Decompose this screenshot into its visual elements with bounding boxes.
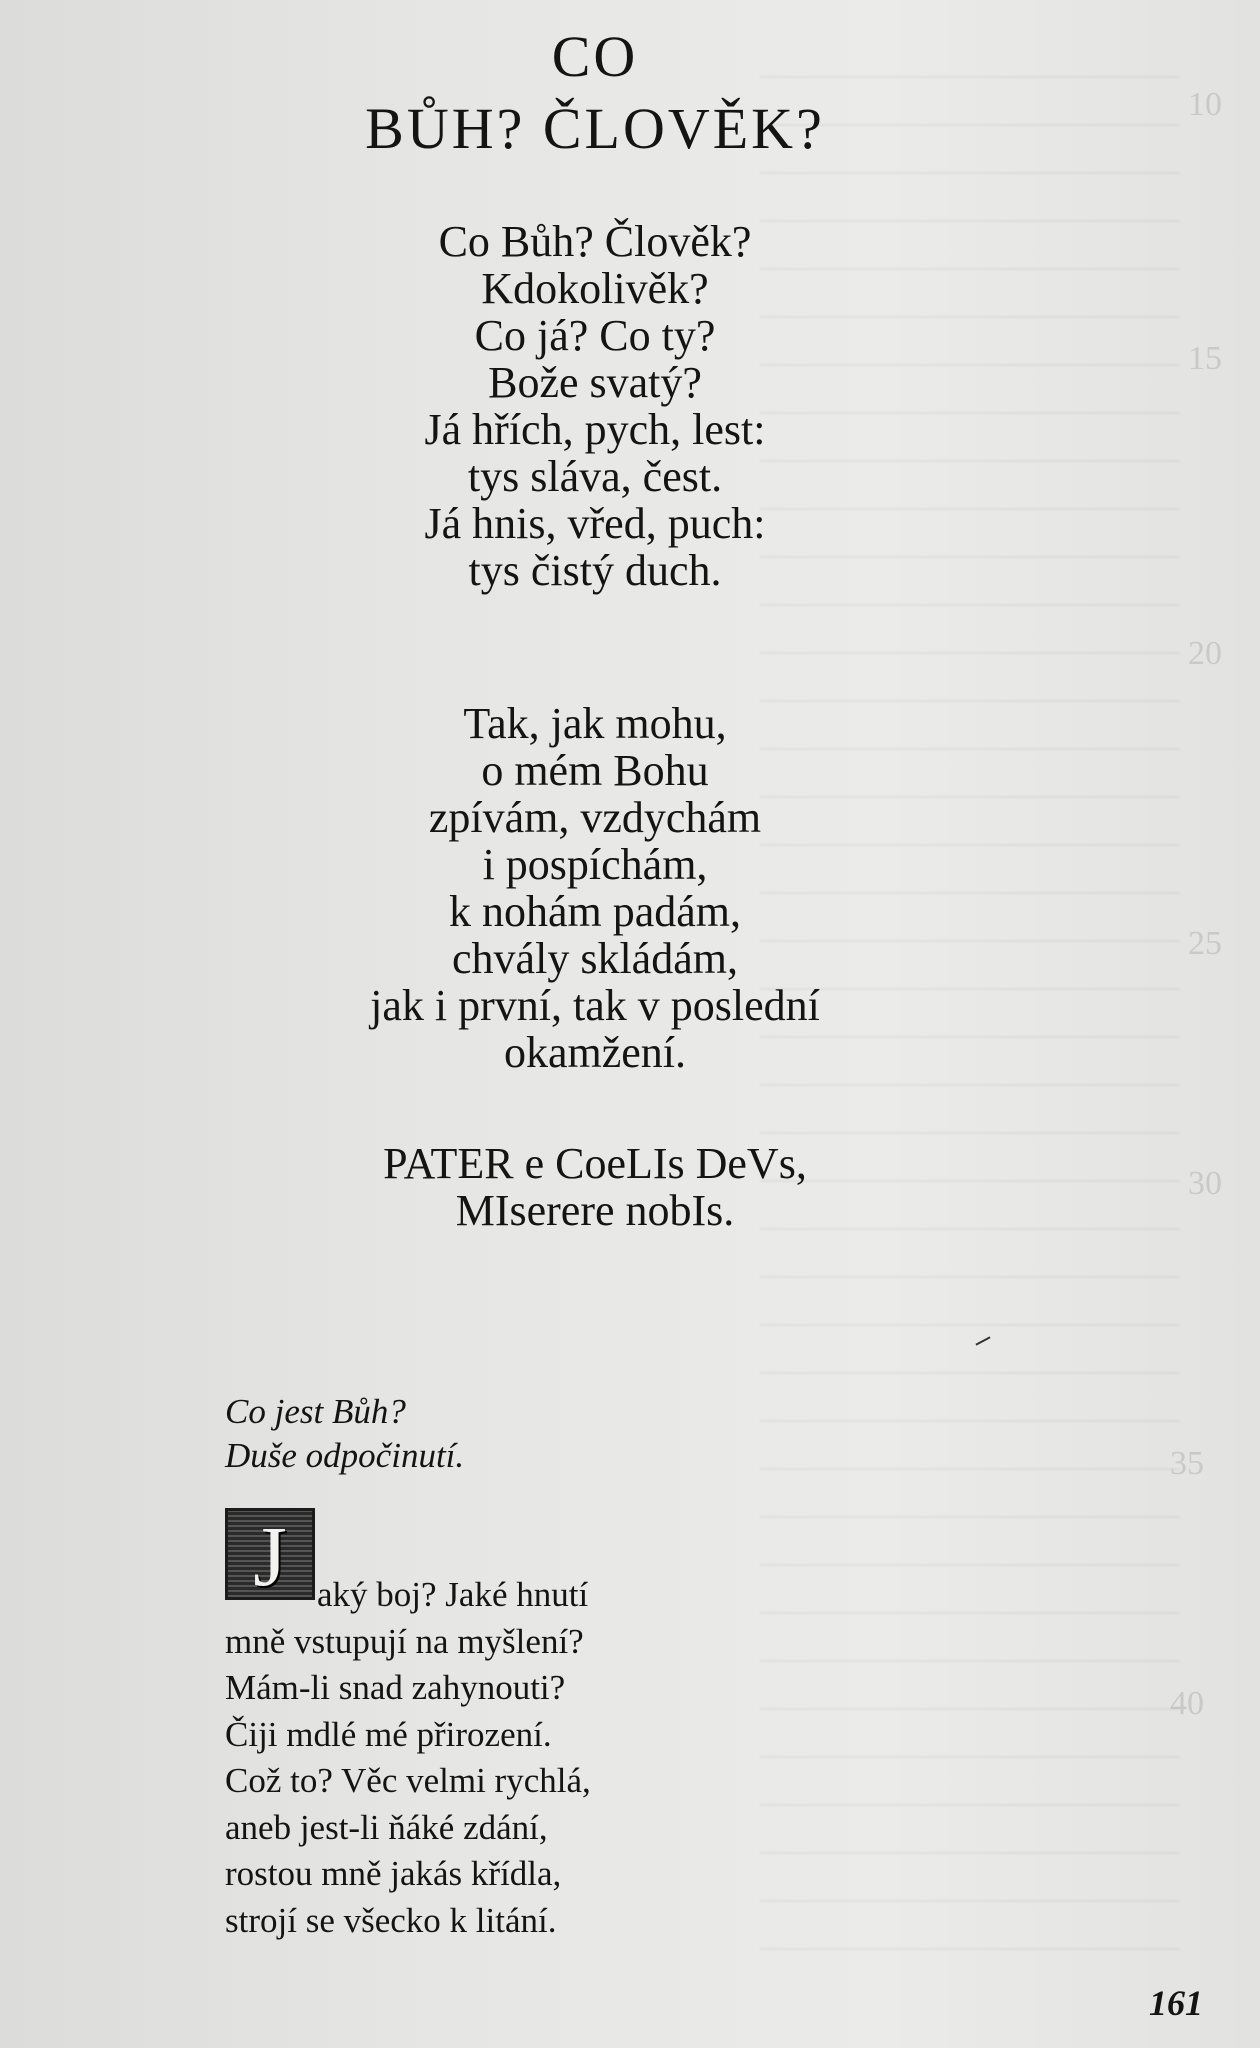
ghost-line-number: 20 bbox=[1188, 635, 1222, 672]
poem-title-line-2: BŮH? ČLOVĚK? bbox=[365, 96, 825, 161]
verse-line: Kdokolivěk? bbox=[481, 264, 709, 313]
ghost-line-number: 30 bbox=[1188, 1165, 1222, 1202]
verse-line: Což to? Věc velmi rychlá, bbox=[225, 1761, 591, 1800]
ghost-line-number: 25 bbox=[1188, 925, 1222, 962]
stanza-1 bbox=[0, 218, 1190, 594]
ghost-line-number: 40 bbox=[1170, 1685, 1204, 1722]
stanza-3-chronogram bbox=[0, 1140, 1190, 1234]
verse-line: Mám-li snad zahynouti? bbox=[225, 1668, 566, 1707]
ghost-line-number: 10 bbox=[1188, 86, 1222, 123]
verse-line: mně vstupují na myšlení? bbox=[225, 1621, 584, 1661]
verse-line: Tak, jak mohu, bbox=[463, 699, 727, 748]
verse-line: rostou mně jakás křídla, bbox=[225, 1854, 562, 1893]
verse-line: okamžení. bbox=[503, 1028, 687, 1077]
verse-line: strojí se všecko k litání. bbox=[225, 1900, 557, 1940]
verse-line: aký boj? Jaké hnutí bbox=[317, 1575, 589, 1614]
page-number: 161 bbox=[1149, 1983, 1203, 2023]
ghost-line-number: 15 bbox=[1188, 340, 1222, 377]
epigraph-line: Co jest Bůh? bbox=[225, 1392, 406, 1431]
epigraph bbox=[225, 1390, 464, 1478]
verse-line: PATER e CoeLIs DeVs, bbox=[383, 1139, 807, 1188]
verse-line: Já hnis, vřed, puch: bbox=[424, 499, 766, 548]
verse-line: i pospíchám, bbox=[482, 840, 708, 889]
ghost-line-number: 35 bbox=[1170, 1445, 1204, 1482]
verse-line: Co já? Co ty? bbox=[474, 311, 716, 360]
verse-line: Já hřích, pych, lest: bbox=[424, 405, 766, 454]
verse-line: chvály skládám, bbox=[452, 934, 738, 983]
epigraph-line: Duše odpočinutí. bbox=[225, 1436, 465, 1475]
poem-title-line-1: CO bbox=[551, 24, 639, 89]
verse-line: zpívám, vzdychám bbox=[428, 793, 762, 842]
verse-line: tys sláva, čest. bbox=[467, 452, 723, 501]
verse-line: k nohám padám, bbox=[448, 887, 742, 936]
verse-line: Bože svatý? bbox=[488, 358, 702, 407]
verse-line: o mém Bohu bbox=[481, 746, 709, 795]
stanza-2 bbox=[0, 700, 1190, 1076]
verse-line: jak i první, tak v poslední bbox=[370, 981, 820, 1030]
verse-line: aneb jest-li ňáké zdání, bbox=[225, 1807, 548, 1847]
verse-line: Čiji mdlé mé přirození. bbox=[225, 1714, 552, 1754]
verse-line: tys čistý duch. bbox=[468, 546, 722, 595]
verse-line: MIserere nobIs. bbox=[455, 1186, 735, 1235]
drop-cap: J bbox=[225, 1508, 315, 1600]
verse-line: Co Bůh? Člověk? bbox=[438, 217, 752, 266]
poem-2-stanza bbox=[225, 1572, 591, 1944]
